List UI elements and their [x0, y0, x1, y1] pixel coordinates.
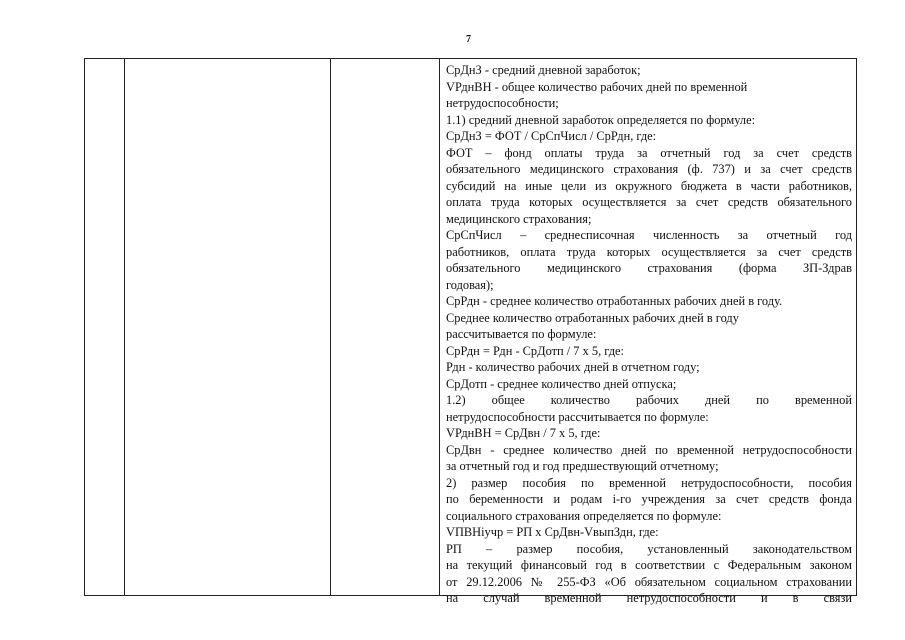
column-divider-1: [124, 59, 125, 595]
text-line: VРднВН - общее количество рабочих дней по временной: [446, 79, 748, 94]
text-line: обязательного медицинского страхования (ф. 737) и за счет средств: [446, 162, 852, 176]
text-line: СрРдн - среднее количество отработанных рабочих дней в году.: [446, 294, 783, 308]
text-line: по беременности и родам i-го учреждения за счет средств фонда: [446, 492, 852, 506]
column-divider-2: [330, 59, 331, 595]
text-line: медицинского страхования;: [446, 211, 592, 226]
text-line: 1.1) средний дневной заработок определяется по формуле:: [446, 112, 756, 127]
text-line: от 29.12.2006 № 255-ФЗ «Об обязательном социальном страховании: [446, 574, 852, 589]
text-line: на случай временной нетрудоспособности и в связи: [446, 591, 852, 605]
text-line: СрДвн - среднее количество дней по временной нетрудоспособности: [446, 442, 852, 457]
text-line: нетрудоспособности;: [446, 96, 559, 110]
text-line: СрДнЗ - средний дневной заработок;: [446, 63, 641, 77]
text-line: рассчитывается по формуле:: [446, 327, 597, 341]
text-line: работников, оплата труда которых осуществляется за счет средств: [446, 244, 852, 259]
text-line: СрДнЗ = ФОТ / СрСпЧисл / СрРдн, где:: [446, 129, 657, 143]
text-line: Рдн - количество рабочих дней в отчетном году;: [446, 360, 700, 374]
text-line: СрРдн = Рдн - СрДотп / 7 x 5, где:: [446, 343, 624, 358]
document-table: [84, 58, 857, 605]
text-line: VПВНiучр = РП x СрДвн-VвыпЗдн, где:: [446, 525, 659, 539]
text-line: РП – размер пособия, установленный законодательством: [446, 541, 852, 556]
text-line: 2) размер пособия по временной нетрудоспособности, пособия: [446, 475, 852, 490]
text-line: оплата труда которых осуществляется за счет средств обязательного: [446, 195, 852, 209]
text-line: социального страхования определяется по формуле:: [446, 508, 722, 523]
text-line: годовая);: [446, 277, 494, 292]
text-line: ФОТ – фонд оплаты труда за отчетный год за счет средств: [446, 145, 852, 160]
text-line: обязательного медицинского страхования (форма ЗП-Здрав: [446, 261, 852, 275]
text-line: нетрудоспособности рассчитывается по формуле:: [446, 409, 709, 424]
text-line: СрДотп - среднее количество дней отпуска;: [446, 376, 677, 391]
text-line: СрСпЧисл – среднесписочная численность за отчетный год: [446, 228, 852, 242]
column-divider-3: [439, 59, 440, 595]
page-number: 7: [466, 34, 471, 45]
text-line: Среднее количество отработанных рабочих дней в году: [446, 310, 739, 325]
text-line: субсидий на иные цели из окружного бюджета в части работников,: [446, 178, 852, 193]
text-line: за отчетный год и год предшествующий отчетному;: [446, 459, 719, 473]
text-line: VРднВН = СрДвн / 7 x 5, где:: [446, 426, 601, 440]
text-cell: [446, 62, 852, 607]
text-line: на текущий финансовый год в соответствии с Федеральным законом: [446, 558, 852, 572]
text-line: 1.2) общее количество рабочих дней по временной: [446, 393, 852, 407]
